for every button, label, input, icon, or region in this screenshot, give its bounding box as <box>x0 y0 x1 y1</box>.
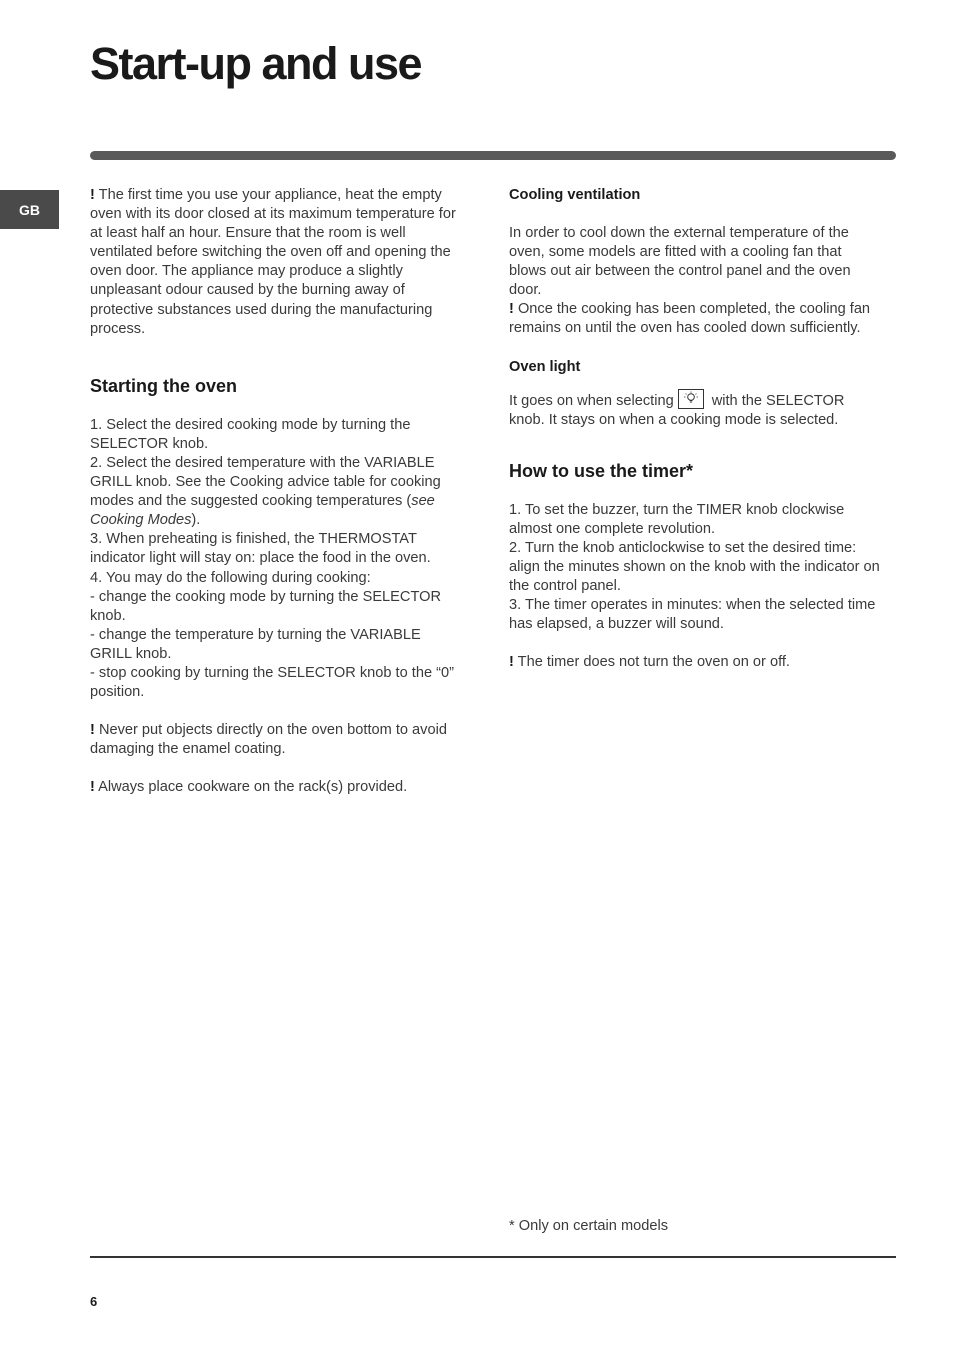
oven-light-heading: Oven light <box>509 358 581 375</box>
footnote: * Only on certain models <box>509 1218 668 1234</box>
warning-mark: ! <box>509 301 514 318</box>
warning-mark: ! <box>90 187 95 203</box>
cooling-heading: Cooling ventilation <box>509 187 641 203</box>
right-column <box>509 186 881 673</box>
oven-lamp-icon <box>678 389 704 409</box>
starting-oven-heading: Starting the oven <box>90 375 238 396</box>
option-change-mode: - change the cooking mode by turning the SELECTOR knob. <box>90 588 441 624</box>
cross-reference: see Cooking Modes <box>90 493 435 529</box>
option-stop-cooking: - stop cooking by turning the SELECTOR knob to the “0” position. <box>90 664 454 701</box>
step-3: 3. When preheating is finished, the THERMOSTAT indicator light will stay on: place the food in the oven. <box>90 531 431 567</box>
top-divider <box>90 151 896 160</box>
cooling-text: In order to cool down the external temperature of the oven, some models are fitted with a cooling fan that blows out air between the control panel and the oven door. <box>509 225 851 299</box>
intro-text: The first time you use your appliance, heat the empty oven with its door closed at its maximum temperature for at least half an hour. Ensure that the room is well ventilated before switching the oven off and opening the oven door. The appliance may produce a slightly unpleasant odour caused by the burning away of protective substances used during the manufacturing process. <box>90 187 456 337</box>
timer-step-1: 1. To set the buzzer, turn the TIMER knob clockwise almost one complete revolution. <box>509 501 845 537</box>
page-title: Start-up and use <box>90 38 422 89</box>
timer-step-2: 2. Turn the knob anticlockwise to set the desired time: align the minutes shown on the knob with the indicator on the control panel. <box>509 539 880 595</box>
warning-enamel: ! Never put objects directly on the oven bottom to avoid damaging the enamel coating. <box>90 722 447 758</box>
page-number: 6 <box>90 1294 98 1309</box>
warning-mark: ! <box>509 654 514 671</box>
intro-paragraph <box>90 186 465 339</box>
warning-cookware: ! Always place cookware on the rack(s) provided. <box>90 779 408 796</box>
option-change-temperature: - change the temperature by turning the VARIABLE GRILL knob. <box>90 626 421 662</box>
step-1: 1. Select the desired cooking mode by turning the SELECTOR knob. <box>90 416 411 452</box>
timer-warning: ! The timer does not turn the oven on or off. <box>509 654 790 671</box>
oven-light-text: It goes on when selecting with the SELECTOR knob. It stays on when a cooking mode is selected. <box>509 389 881 430</box>
warning-mark: ! <box>90 722 95 739</box>
step-4: 4. You may do the following during cooking: <box>90 569 371 586</box>
bottom-divider <box>90 1256 896 1258</box>
left-column <box>90 186 465 797</box>
language-tab: GB <box>0 190 59 229</box>
warning-mark: ! <box>90 779 95 796</box>
timer-step-3: 3. The timer operates in minutes: when the selected time has elapsed, a buzzer will sound. <box>509 597 876 633</box>
timer-heading: How to use the timer* <box>509 460 694 481</box>
cooling-warning: ! Once the cooking has been completed, the cooling fan remains on until the oven has cooled down sufficiently. <box>509 301 871 337</box>
step-2: 2. Select the desired temperature with the VARIABLE GRILL knob. See the Cooking advice table for cooking modes and the suggested cooking temperatures (see Cooking Modes). <box>90 454 441 529</box>
